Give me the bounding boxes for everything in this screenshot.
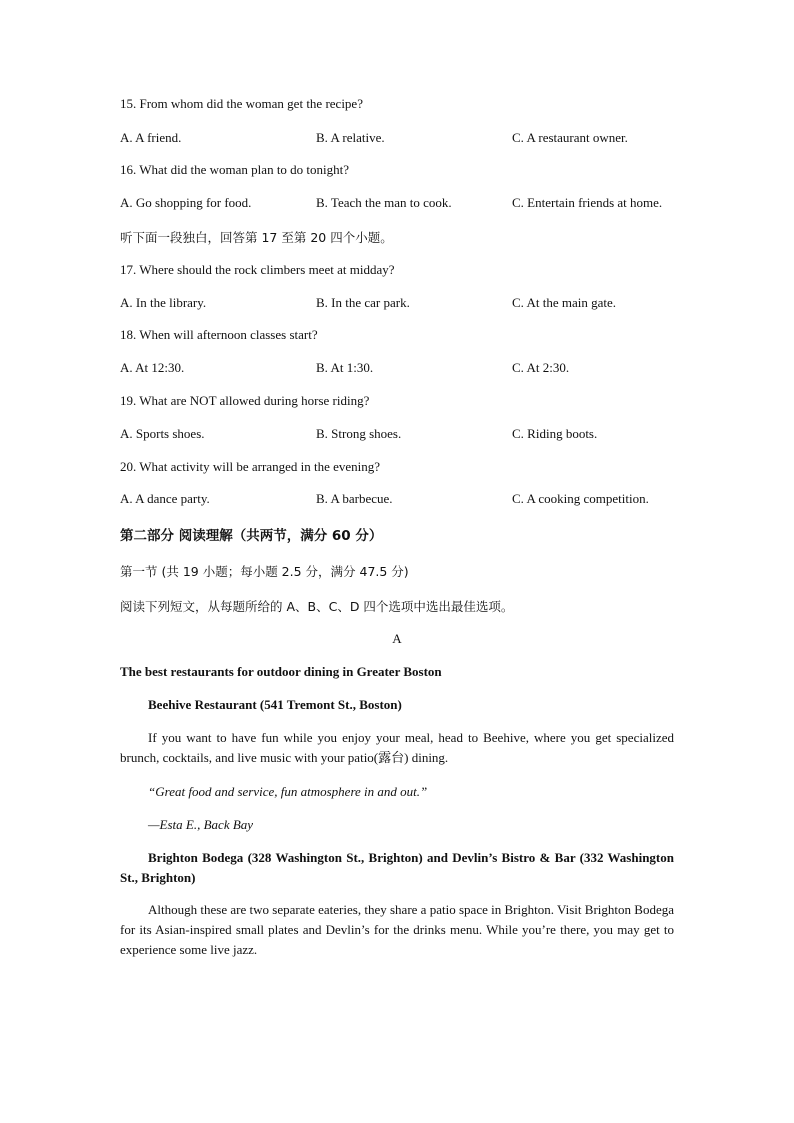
q17-option-c: C. At the main gate. [512,295,616,310]
q18-option-a: A. At 12:30. [120,360,185,375]
reading-instruction: 阅读下列短文，从每题所给的 A、B、C、D 四个选项中选出最佳选项。 [120,599,514,614]
q19-option-b: B. Strong shoes. [316,426,402,441]
q20-option-c: C. A cooking competition. [512,491,649,506]
restaurant2-description: Although these are two separate eateries, they share a patio space in Brighton. Visit Brighton Bodega for its Asian-inspired small plates and Devlin’s for the drinks menu. While you’re there, you may get to experience some live jazz. [120,902,674,957]
monologue-instruction: 听下面一段独白，回答第 17 至第 20 四个小题。 [120,230,393,245]
q17-option-b: B. In the car park. [316,295,410,310]
q15-option-c: C. A restaurant owner. [512,130,628,145]
q20-option-b: B. A barbecue. [316,491,393,506]
restaurant1-name: Beehive Restaurant (541 Tremont St., Boston) [148,697,402,712]
q16-option-a: A. Go shopping for food. [120,195,252,210]
section1-heading: 第一节 (共 19 小题；每小题 2.5 分，满分 47.5 分) [120,564,409,579]
q16-option-c: C. Entertain friends at home. [512,195,663,210]
restaurant1-quote: “Great food and service, fun atmosphere in and out.” [148,784,428,799]
q16-option-b: B. Teach the man to cook. [316,195,452,210]
question-16: 16. What did the woman plan to do tonight? [120,162,350,177]
question-18: 18. When will afternoon classes start? [120,327,318,342]
q17-option-a: A. In the library. [120,295,207,310]
question-19: 19. What are NOT allowed during horse riding? [120,393,370,408]
q18-option-c: C. At 2:30. [512,360,570,375]
restaurant1-description: If you want to have fun while you enjoy your meal, head to Beehive, where you get specialized brunch, cocktails, and live music with your patio(露台) dining. [120,730,674,765]
q20-option-a: A. A dance party. [120,491,210,506]
q19-option-c: C. Riding boots. [512,426,598,441]
passage-title: The best restaurants for outdoor dining in Greater Boston [120,664,442,679]
question-17: 17. Where should the rock climbers meet at midday? [120,262,395,277]
q15-option-b: B. A relative. [316,130,385,145]
q18-option-b: B. At 1:30. [316,360,374,375]
q15-option-a: A. A friend. [120,130,182,145]
question-20: 20. What activity will be arranged in the evening? [120,459,381,474]
restaurant2-name: Brighton Bodega (328 Washington St., Brighton) and Devlin’s Bistro & Bar (332 Washington St., Brighton) [120,850,674,885]
part2-heading: 第二部分 阅读理解（共两节，满分 60 分） [120,528,383,544]
q19-option-a: A. Sports shoes. [120,426,205,441]
restaurant1-attribution: —Esta E., Back Bay [148,817,254,832]
passage-label: A [392,631,402,646]
question-15: 15. From whom did the woman get the recipe? [120,96,363,111]
